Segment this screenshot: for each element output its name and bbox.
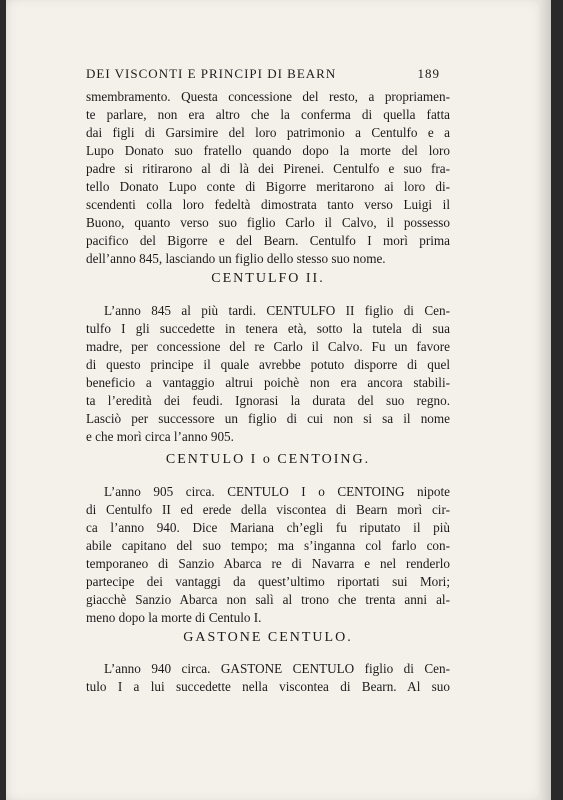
running-head-title: DEI VISCONTI E PRINCIPI DI BEARN [86, 66, 337, 81]
text-line: smembramento. Questa concessione del resto, a propriamen- [86, 89, 450, 104]
text-line: dell’anno 845, lasciando un figlio dello stesso suo nome. [86, 251, 386, 266]
text-line: Lupo Donato suo fratello quando dopo la morte del loro [86, 143, 450, 158]
text-line: partecipe dei vantaggi da quest’ultimo riportati sui Mori; [86, 574, 450, 589]
text-line: beneficio a vantaggio altrui poichè non era ancora stabili- [86, 375, 450, 390]
text-line: tello Donato Lupo conte di Bigorre meritarono ai loro di- [86, 179, 450, 194]
page-gutter-shadow [539, 0, 551, 800]
book-page [6, 0, 551, 800]
text-line: di questo principe il quale avrebbe potuto disporre di quel [86, 357, 450, 372]
section-heading-centulfo-ii: CENTULFO II. [211, 271, 325, 286]
text-line: temporaneo di Sanzio Abarca re di Navarra e nel renderlo [86, 556, 450, 571]
text-line: Lasciò per successore un figlio di cui non si sa il nome [86, 411, 450, 426]
text-line: padre si ritirarono al di là dei Pirenei. Centulfo e suo fra- [86, 161, 450, 176]
paragraph-centulo-i [86, 483, 450, 627]
text-line: Buono, quanto verso suo figlio Carlo il Calvo, il possesso [86, 215, 450, 230]
text-line: ca l’anno 940. Dice Mariana ch’egli fu riputato il più [86, 520, 450, 535]
text-line: L’anno 845 al più tardi. CENTULFO II figlio di Cen- [104, 303, 450, 318]
text-line: abile capitano del suo tempo; ma s’inganna col farlo con- [86, 538, 450, 553]
text-line: L’anno 940 circa. GASTONE CENTULO figlio di Cen- [104, 661, 450, 676]
text-line: L’anno 905 circa. CENTULO I o CENTOING nipote [104, 484, 450, 499]
text-line: di Centulfo II ed erede della viscontea di Bearn morì cir- [86, 502, 450, 517]
text-line: madre, per concessione del re Carlo il Calvo. Fu un favore [86, 339, 450, 354]
paragraph-centulfo-i-end [86, 88, 450, 268]
text-line: giacchè Sanzio Abarca non salì al trono che trenta anni al- [86, 592, 450, 607]
page-number: 189 [417, 66, 440, 81]
text-line: dai figli di Garsimire del loro patrimonio a Centulfo e a [86, 125, 450, 140]
paragraph-centulfo-ii [86, 302, 450, 446]
section-heading-centulo-i: CENTULO I o CENTOING. [165, 452, 371, 467]
running-head [86, 66, 440, 82]
text-line: scendenti colla loro fedeltà dimostrata tanto verso Luigi il [86, 197, 450, 212]
text-line: pacifico del Bigorre e del Bearn. Centulfo I morì prima [86, 233, 450, 248]
section-heading-gastone-centulo: GASTONE CENTULO. [183, 630, 353, 645]
text-line: tulo I a lui succedette nella viscontea di Bearn. Al suo [86, 679, 450, 694]
paragraph-gastone-centulo [86, 660, 450, 696]
text-line: te parlare, non era altro che la conferma di quella fatta [86, 107, 450, 122]
text-line: meno dopo la morte di Centulo I. [86, 610, 262, 625]
text-line: ta l’eredità dei feudi. Ignorasi la durata del suo regno. [86, 393, 450, 408]
text-line: e che morì circa l’anno 905. [86, 429, 234, 444]
text-line: tulfo I gli succedette in tenera età, sotto la tutela di sua [86, 321, 450, 336]
